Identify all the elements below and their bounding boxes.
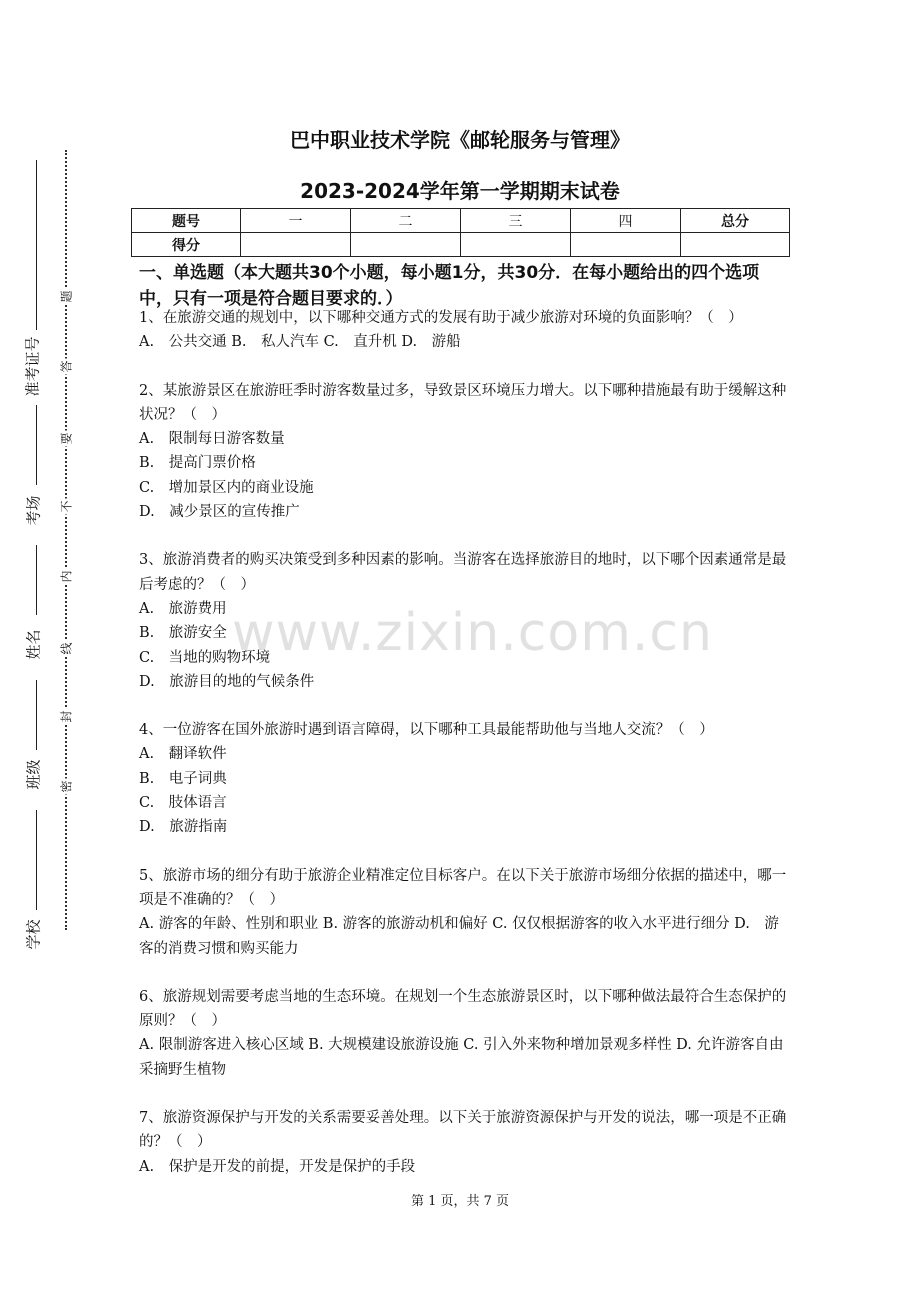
seal-char: 要 xyxy=(59,432,74,445)
question-option: A. 限制每日游客数量 xyxy=(139,431,285,448)
seal-char: 不 xyxy=(59,500,74,513)
question-option: C. 当地的购物环境 xyxy=(139,649,271,666)
question-stem: 6、旅游规划需要考虑当地的生态环境。在规划一个生态旅游景区时，以下哪种做法最符合生态保护的原则？（ ） xyxy=(139,988,787,1030)
question-option: B. 电子词典 xyxy=(139,770,227,787)
margin-line-4 xyxy=(36,680,37,750)
seal-char: 题 xyxy=(59,290,74,303)
margin-label-exam-room: 考场 xyxy=(24,495,43,526)
score-cell[interactable] xyxy=(241,233,351,257)
question-stem: 2、某旅游景区在旅游旺季时游客数量过多，导致景区环境压力增大。以下哪种措施最有助于缓解这种状况？（ ） xyxy=(139,382,787,423)
section-heading: 一、单选题（本大题共30个小题，每小题1分，共30分．在每小题给出的四个选项中，只有一项是符合题目要求的．） xyxy=(139,263,760,309)
margin-line-5 xyxy=(36,810,37,910)
question-option: D. 旅游指南 xyxy=(139,819,228,836)
question xyxy=(139,306,789,355)
seal-char: 答 xyxy=(59,360,74,373)
watermark: www.zixin.com.cn xyxy=(232,603,713,663)
margin-label-exam-id: 准考证号 xyxy=(23,336,42,397)
question xyxy=(139,864,789,961)
score-table-score-row xyxy=(132,233,790,257)
question-option: D. 减少景区的宣传推广 xyxy=(139,504,300,521)
question-stem: 1、在旅游交通的规划中，以下哪种交通方式的发展有助于减少旅游对环境的负面影响？（ ） xyxy=(139,310,743,326)
seal-char: 线 xyxy=(59,642,74,655)
score-cell[interactable] xyxy=(461,233,571,257)
score-cell[interactable] xyxy=(571,233,681,257)
question-stem: 7、旅游资源保护与开发的关系需要妥善处理。以下关于旅游资源保护与开发的说法，哪一项是不正确的？（ ） xyxy=(139,1110,787,1151)
page-footer: 第 1 页，共 7 页 xyxy=(410,1194,510,1209)
score-header-cell: 四 xyxy=(571,209,681,233)
margin-line-2 xyxy=(36,405,37,485)
question-option: A. 旅游费用 xyxy=(139,600,227,617)
margin-label-school: 学校 xyxy=(24,919,43,950)
seal-char: 封 xyxy=(59,710,74,723)
question-option: C. 肢体语言 xyxy=(139,795,227,812)
question-option: B. 旅游安全 xyxy=(139,625,227,642)
score-header-cell: 总分 xyxy=(681,209,790,233)
score-table xyxy=(131,208,790,257)
question-stem: 4、一位游客在国外旅游时遇到语言障碍，以下哪种工具最能帮助他与当地人交流？（ ） xyxy=(139,722,714,739)
margin-label-class: 班级 xyxy=(24,759,43,790)
question-option: A. 公共交通 B. 私人汽车 C. 直升机 D. 游船 xyxy=(139,334,461,351)
question xyxy=(139,548,789,694)
margin-line-3 xyxy=(36,545,37,615)
exam-title: 巴中职业技术学院《邮轮服务与管理》 xyxy=(290,128,630,152)
question-option: A. 翻译软件 xyxy=(139,746,227,763)
score-header-cell: 题号 xyxy=(132,209,241,233)
question xyxy=(139,718,789,839)
exam-subtitle: 2023-2024学年第一学期期末试卷 xyxy=(300,179,620,203)
seal-char: 密 xyxy=(59,780,74,793)
question-stem: 5、旅游市场的细分有助于旅游企业精准定位目标客户。在以下关于旅游市场细分依据的描述中，哪一项是不准确的？（ ） xyxy=(139,867,787,908)
seal-char: 内 xyxy=(59,570,74,583)
margin-label-name: 姓名 xyxy=(24,629,43,660)
question xyxy=(139,1106,789,1179)
seal-dotted-line xyxy=(65,150,67,930)
score-header-cell: 一 xyxy=(241,209,351,233)
score-cell[interactable] xyxy=(681,233,790,257)
question xyxy=(139,379,789,525)
question-option: B. 提高门票价格 xyxy=(139,455,256,472)
question-option: D. 旅游目的地的气候条件 xyxy=(139,673,315,690)
question-option: A. 限制游客进入核心区域 B. 大规模建设旅游设施 C. 引入外来物种增加景观多样性 D. 允许游客自由采摘野生植物 xyxy=(139,1037,784,1078)
score-table-header-row xyxy=(132,209,790,233)
question xyxy=(139,985,789,1082)
question-list xyxy=(139,306,789,1179)
score-cell[interactable] xyxy=(351,233,461,257)
score-header-cell: 二 xyxy=(351,209,461,233)
score-row-label: 得分 xyxy=(132,233,241,257)
question-option: A. 保护是开发的前提，开发是保护的手段 xyxy=(139,1158,416,1175)
question-option: C. 增加景区内的商业设施 xyxy=(139,479,314,496)
question-option: A. 游客的年龄、性别和职业 B. 游客的旅游动机和偏好 C. 仅仅根据游客的收入水平进行细分 D. 游客的消费习惯和购买能力 xyxy=(139,916,779,957)
question-stem: 3、旅游消费者的购买决策受到多种因素的影响。当游客在选择旅游目的地时，以下哪个因素通常是最后考虑的？（ ） xyxy=(139,552,787,593)
score-header-cell: 三 xyxy=(461,209,571,233)
